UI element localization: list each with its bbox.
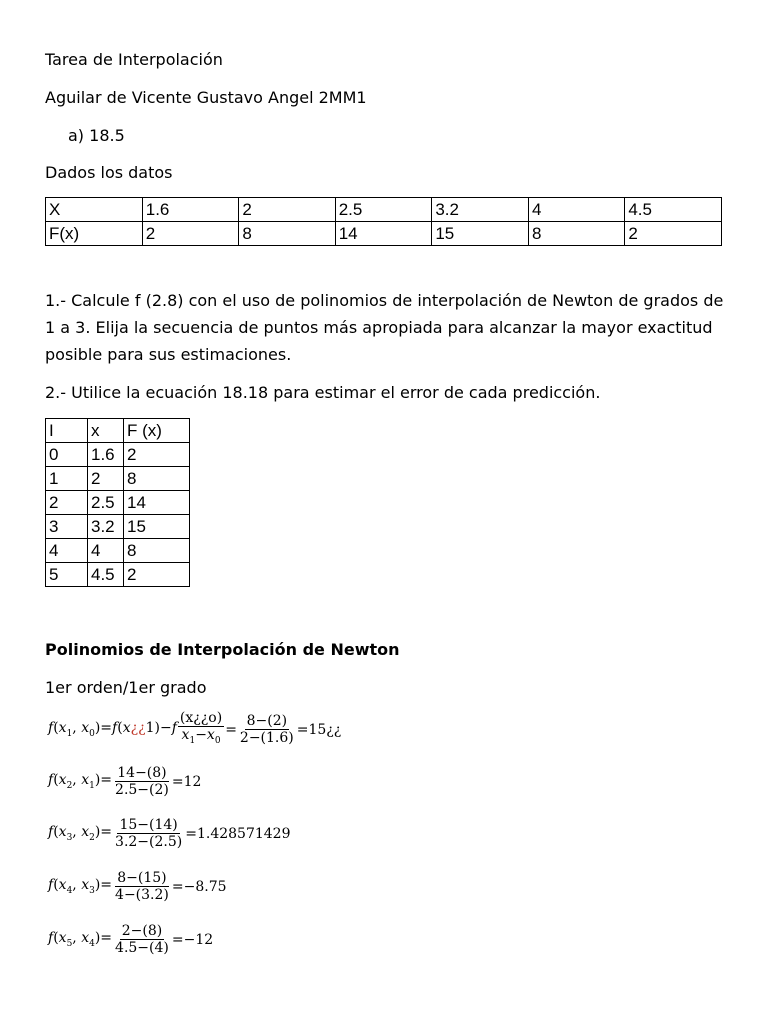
- fraction: [238, 713, 296, 746]
- document-title: Tarea de Interpolación: [45, 50, 223, 69]
- table-cell: 2: [124, 563, 190, 587]
- equation-result: =−12: [171, 931, 214, 948]
- numerator: 2−(8): [121, 923, 163, 939]
- equation-lhs: $f(x_2$, $x_1)=$: [48, 772, 113, 791]
- denominator: 4−(3.2): [115, 887, 169, 903]
- equation-3: [48, 817, 291, 850]
- denominator: 3.2−(2.5): [115, 834, 183, 850]
- table-row: [46, 198, 722, 222]
- table-cell: 4: [46, 539, 88, 563]
- numerator: 8−(15): [117, 870, 167, 886]
- equation-lhs: $f(x_1$, $x_0)=f(x¿¿1)-f$: [48, 720, 177, 739]
- table-cell: 2: [239, 198, 335, 222]
- equation-lhs: $f(x_3$, $x_2)=$: [48, 824, 113, 843]
- table-header-cell: x: [88, 419, 124, 443]
- table-cell: 4: [88, 539, 124, 563]
- problem-label: a) 18.5: [68, 126, 125, 145]
- table-row: [46, 563, 190, 587]
- equation-result: =−8.75: [171, 878, 227, 895]
- table-cell: 15: [432, 222, 529, 246]
- table-cell: 2.5: [88, 491, 124, 515]
- table-row: [46, 467, 190, 491]
- fraction: [113, 765, 171, 798]
- fraction: [113, 817, 184, 850]
- table-header-cell: F (x): [124, 419, 190, 443]
- numerator: 15−(14): [119, 817, 178, 833]
- table-cell: 2: [625, 222, 722, 246]
- table-cell: 2: [124, 443, 190, 467]
- equation-1: $f(x_1$, $x_0)=f(x¿¿1)-f$ $\frac{(x¿¿o)}{x_1-x_0}$ = $\frac{8-(2)}{2-(1.6)}$ =15¿¿: [48, 710, 341, 749]
- fraction: [113, 923, 171, 956]
- table-cell: 2: [142, 222, 239, 246]
- table-cell: 14: [335, 222, 432, 246]
- subheading: 1er orden/1er grado: [45, 678, 207, 697]
- table-row: [46, 515, 190, 539]
- table-cell: 3.2: [432, 198, 529, 222]
- denominator: 4.5−(4): [115, 940, 169, 956]
- table-cell: 2.5: [335, 198, 432, 222]
- table-cell: 3: [46, 515, 88, 539]
- equation-result: =15¿¿: [296, 721, 342, 738]
- equation-lhs: $f(x_5$, $x_4)=$: [48, 930, 113, 949]
- numerator: (x¿¿o): [179, 710, 223, 726]
- given-label: Dados los datos: [45, 163, 173, 182]
- table-cell: 8: [124, 539, 190, 563]
- table-header-row: [46, 419, 190, 443]
- section-heading: Polinomios de Interpolación de Newton: [45, 640, 400, 659]
- table-cell: 8: [124, 467, 190, 491]
- equation-result: =12: [171, 773, 202, 790]
- data-table: [45, 197, 722, 246]
- table-cell: 15: [124, 515, 190, 539]
- equation-2: [48, 765, 201, 798]
- table-cell: 4.5: [88, 563, 124, 587]
- table-cell: 1.6: [88, 443, 124, 467]
- table-cell: 1: [46, 467, 88, 491]
- question-2: 2.- Utilice la ecuación 18.18 para estimar el error de cada predicción.: [45, 383, 601, 402]
- question-1: 1.- Calcule f (2.8) con el uso de polinomios de interpolación de Newton de grados de 1 a 3. Elija la secuencia de puntos más apropiada para alcanzar la mayor exactitud posible para sus estimaciones.: [45, 291, 724, 364]
- table-cell: 8: [239, 222, 335, 246]
- table-row: [46, 491, 190, 515]
- table-row: [46, 539, 190, 563]
- equation-4: [48, 870, 227, 903]
- equation-5: [48, 923, 213, 956]
- numerator: 14−(8): [117, 765, 167, 781]
- table-cell: 0: [46, 443, 88, 467]
- table-cell: F(x): [46, 222, 143, 246]
- table-cell: 14: [124, 491, 190, 515]
- equation-lhs: $f(x_4$, $x_3)=$: [48, 877, 113, 896]
- table-cell: 4.5: [625, 198, 722, 222]
- table-cell: 3.2: [88, 515, 124, 539]
- table-cell: 2: [46, 491, 88, 515]
- table-cell: X: [46, 198, 143, 222]
- table-cell: 4: [528, 198, 624, 222]
- table-cell: 1.6: [142, 198, 239, 222]
- fraction: [178, 710, 224, 749]
- denominator: $x_1-x_0$: [181, 727, 221, 746]
- numerator: 8−(2): [246, 713, 288, 729]
- fraction: [113, 870, 171, 903]
- denominator: 2−(1.6): [239, 730, 294, 746]
- table-cell: 2: [88, 467, 124, 491]
- table-cell: 5: [46, 563, 88, 587]
- table-row: [46, 222, 722, 246]
- index-table: [45, 418, 190, 587]
- table-cell: 8: [528, 222, 624, 246]
- equation-result: =1.428571429: [185, 825, 291, 842]
- table-header-cell: I: [46, 419, 88, 443]
- author-line: Aguilar de Vicente Gustavo Angel 2MM1: [45, 88, 367, 107]
- table-row: [46, 443, 190, 467]
- denominator: 2.5−(2): [115, 782, 169, 798]
